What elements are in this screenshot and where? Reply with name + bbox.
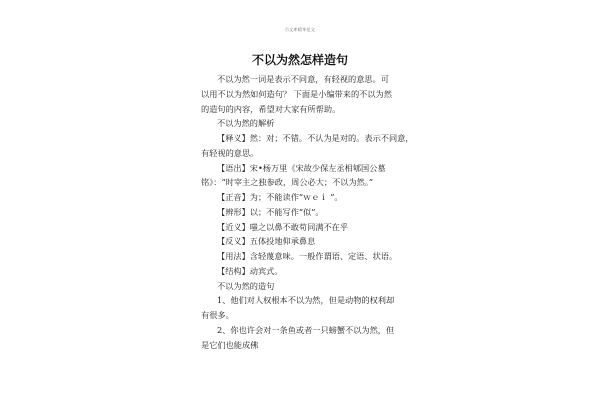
text-line: 是它们也能成佛: [201, 339, 259, 350]
document-body: [201, 72, 413, 352]
header-note: 百文库精华范文: [284, 27, 316, 32]
text-line: 的造句的内容，希望对大家有所帮助。: [201, 103, 341, 114]
text-line: 1、他们对人权根本不以为然，但是动物的权利却: [217, 295, 395, 306]
text-line: 有很多。: [201, 310, 234, 320]
text-line: 以用不以为然如何造句？ 下面是小编带来的不以为然: [201, 88, 392, 99]
text-line: 【反义】五体投地仰承鼻息: [217, 236, 316, 247]
section-heading-examples: 不以为然的造句: [217, 280, 275, 291]
text-line: 不以为然一词是表示不同意，有轻视的意思。可: [217, 74, 389, 84]
text-line: 有轻视的意思。: [201, 147, 259, 158]
text-line: 【释义】然：对；不错。不认为是对的。表示不同意，: [217, 133, 414, 143]
section-heading-analysis: 不以为然的解析: [217, 118, 275, 129]
text-line: 【语出】宋•杨万里《宋故少保左丞相郇国公墓: [217, 162, 386, 173]
text-line: 【正音】为；不能读作“ｗｅｉ ”。: [217, 192, 343, 202]
text-line: 【用法】含轻蔑意味。一般作谓语、定语、状语。: [217, 251, 398, 261]
text-line: 【辨形】以；不能写作“似”。: [217, 206, 324, 217]
text-line: 铭》：“时宰主之独参政，周公必大；不以为然。”: [201, 177, 374, 188]
page-title: 不以为然怎样造句: [251, 53, 348, 67]
text-line: 2、你也许会对一条鱼或者一只螃蟹不以为然，但: [217, 324, 395, 335]
text-line: 【近义】嗤之以鼻不敢苟同满不在乎: [217, 221, 349, 232]
text-line: 【结构】动宾式。: [217, 265, 283, 276]
